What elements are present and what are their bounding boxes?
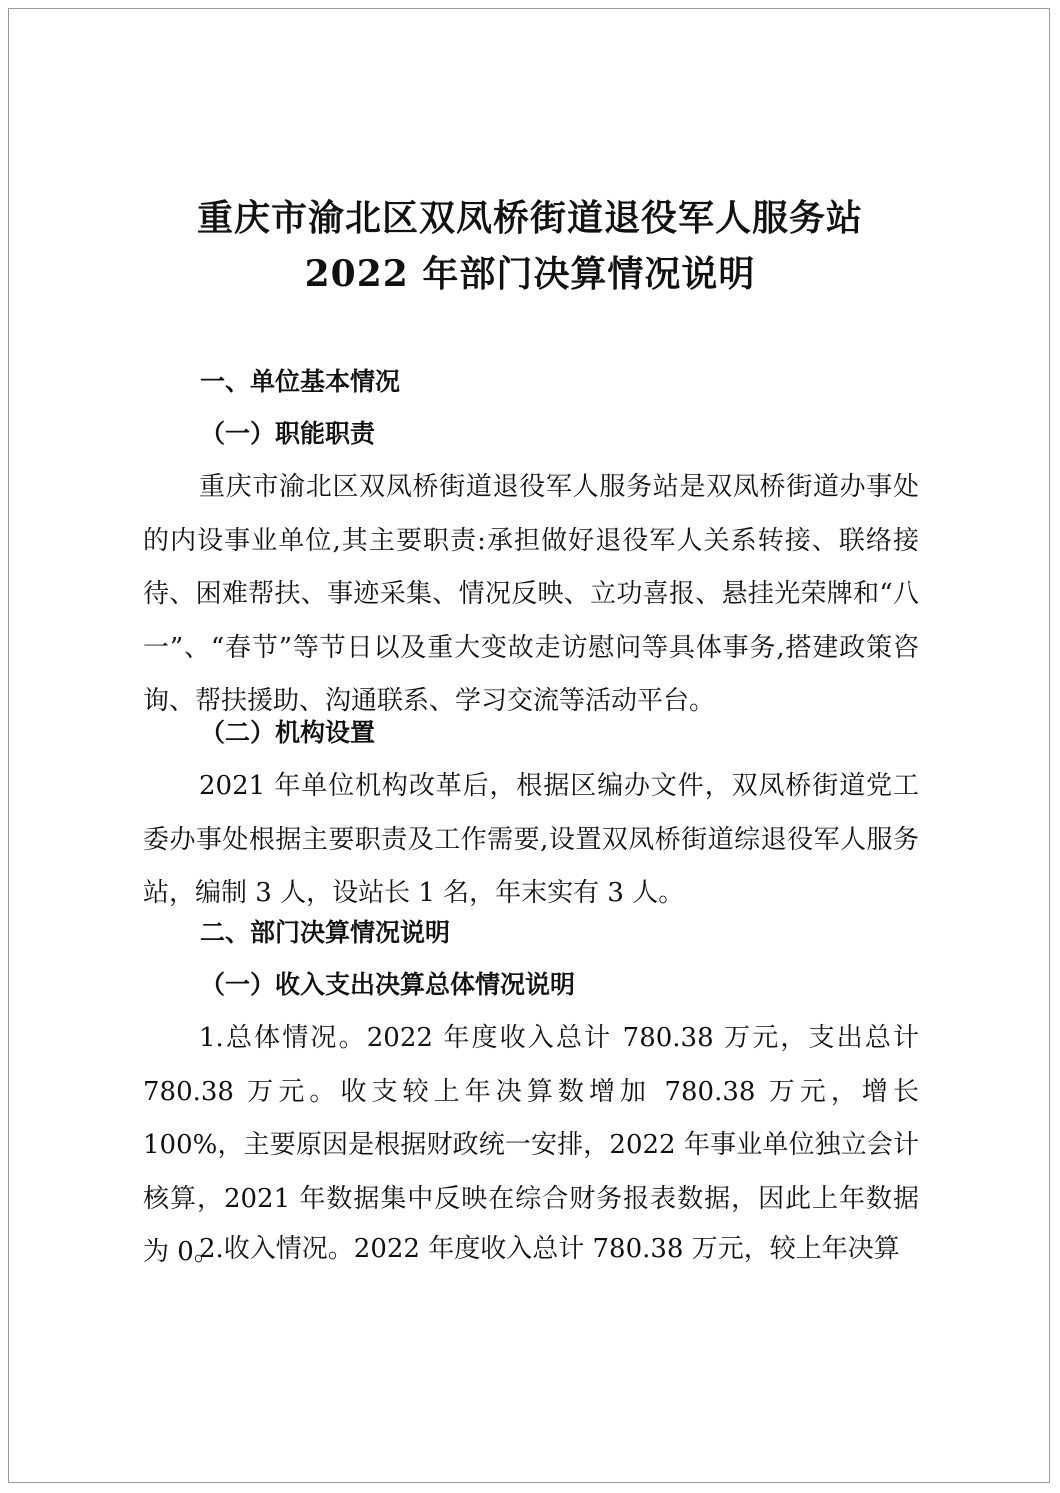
section1-sub1-heading: （一）职能职责 [200, 419, 376, 448]
section2-sub1-heading: （一）收入支出决算总体情况说明 [200, 970, 576, 999]
section1-sub2-heading: （二）机构设置 [200, 718, 376, 747]
section2-heading: 二、部门决算情况说明 [200, 918, 451, 947]
section1-sub2-paragraph: 2021 年单位机构改革后，根据区编办文件，双凤桥街道党工委办事处根据主要职责及工作需要,设置双凤桥街道综退役军人服务站，编制 3 人，设站长 1 名，年末实有 3 人。 [143, 771, 919, 908]
section1-sub1-paragraph: 重庆市渝北区双凤桥街道退役军人服务站是双凤桥街道办事处的内设事业单位,其主要职责:承担做好退役军人关系转接、联络接待、困难帮扶、事迹采集、情况反映、立功喜报、悬挂光荣牌和“八一”、“春节”等节日以及重大变故走访慰问等具体事务,搭建政策咨询、帮扶援助、沟通联系、学习交流等活动平台。 [143, 472, 919, 716]
section2-paragraph-overall: 1.总体情况。2022 年度收入总计 780.38 万元，支出总计 780.38 万元。收支较上年决算数增加 780.38 万元，增长 100%，主要原因是根据财政统一安排，2022 年事业单位独立会计核算，2021 年数据集中反映在综合财务报表数据，因此上年数据为 0。 [143, 1023, 919, 1267]
section1-heading: 一、单位基本情况 [200, 367, 401, 396]
section2-paragraph-income: 2.收入情况。2022 年度收入总计 780.38 万元，较上年决算 [199, 1234, 900, 1264]
document-title-line1: 重庆市渝北区双凤桥街道退役军人服务站 [196, 197, 863, 239]
document-title-line2: 2022 年部门决算情况说明 [304, 253, 756, 295]
